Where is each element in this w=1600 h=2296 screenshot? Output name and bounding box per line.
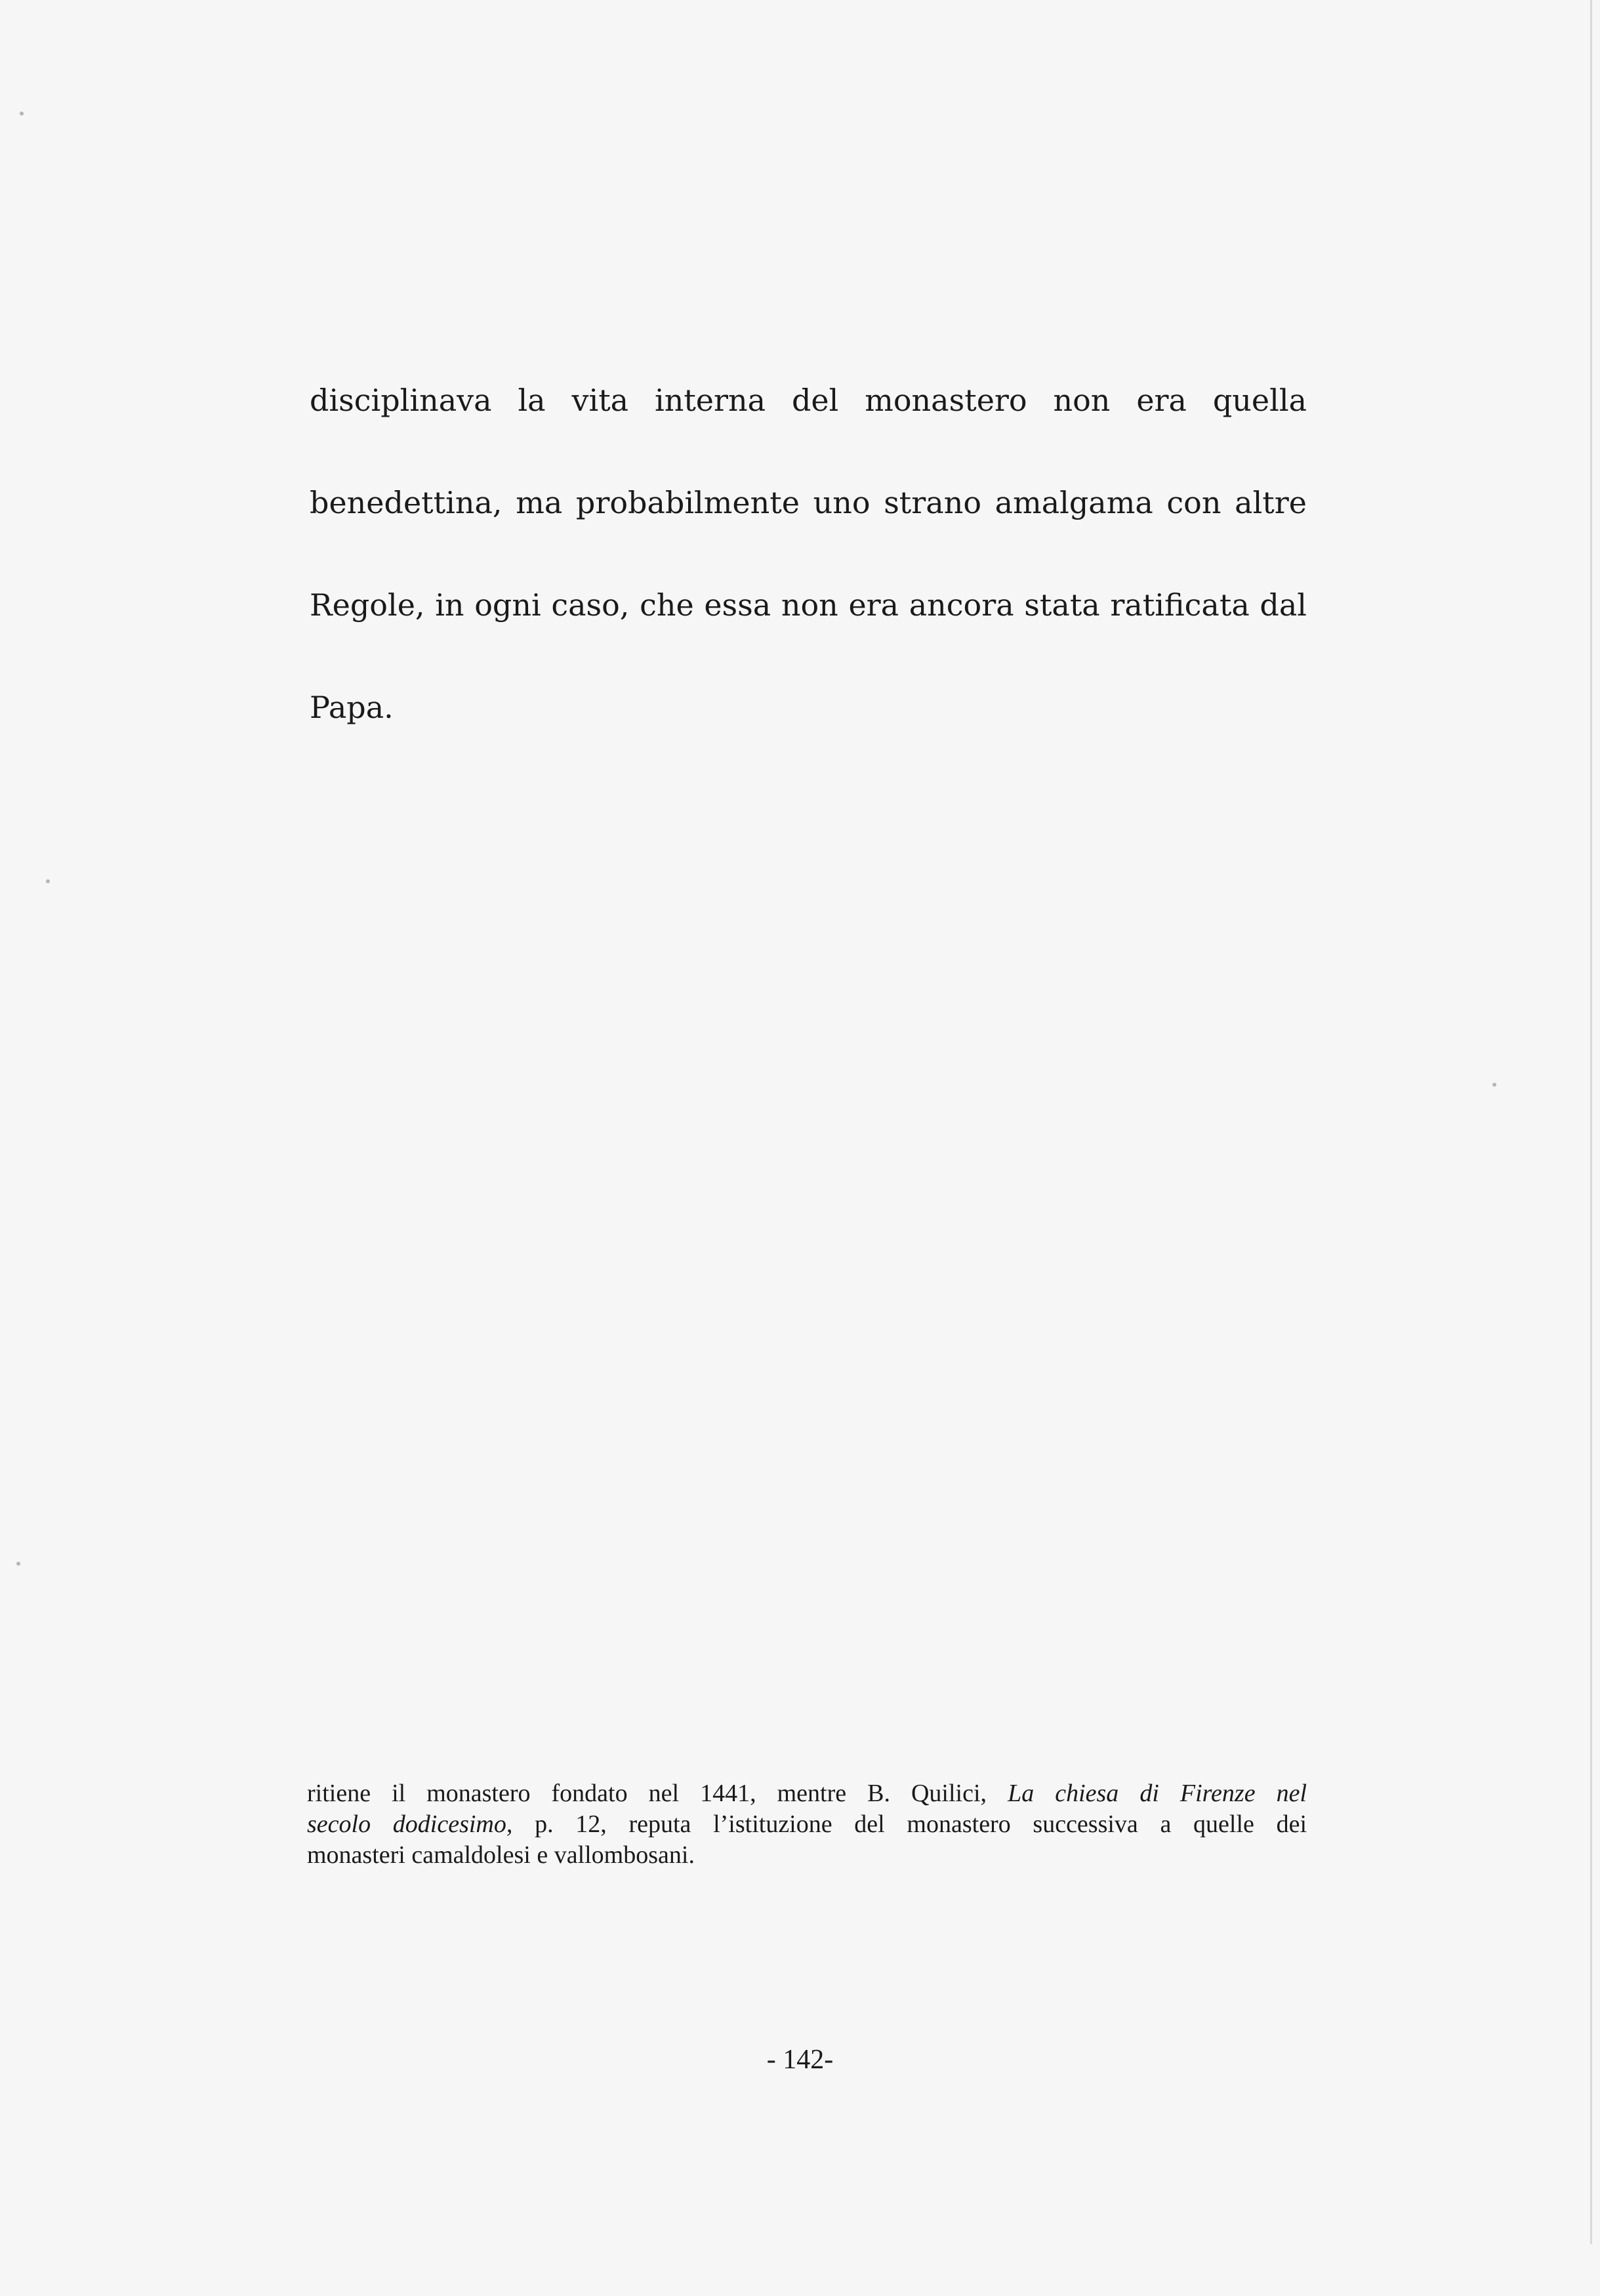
footnote-text: monasteri camaldolesi e vallombosani. [307, 1841, 695, 1869]
footnote-text: p. 12, reputa l’istituzione del monastero successiva a quelle dei [535, 1810, 1307, 1838]
footnote [307, 1778, 1307, 1871]
footnote-book-title-cont: secolo dodicesimo, [307, 1810, 513, 1838]
footnote-line-3 [307, 1840, 1307, 1871]
body-line-4: Papa. [310, 690, 394, 725]
page-number: - 142- [766, 2045, 834, 2075]
body-line-1: disciplinava la vita interna del monastero non era quella [310, 383, 1307, 418]
scan-speck [16, 1562, 20, 1566]
scan-speck [20, 112, 24, 115]
footnote-book-title: La chiesa di Firenze nel [1008, 1780, 1307, 1807]
scan-speck [46, 879, 50, 883]
body-line-3: Regole, in ogni caso, che essa non era ancora stata ratificata dal [310, 587, 1307, 623]
body-line-2: benedettina, ma probabilmente uno strano amalgama con altre [310, 485, 1307, 520]
scan-speck [1492, 1083, 1496, 1087]
footnote-text: ritiene il monastero fondato nel 1441, mentre B. Quilici, [307, 1780, 987, 1807]
footnote-line-1 [307, 1778, 1307, 1809]
footnote-line-2 [307, 1809, 1307, 1840]
body-paragraph [310, 367, 1307, 777]
